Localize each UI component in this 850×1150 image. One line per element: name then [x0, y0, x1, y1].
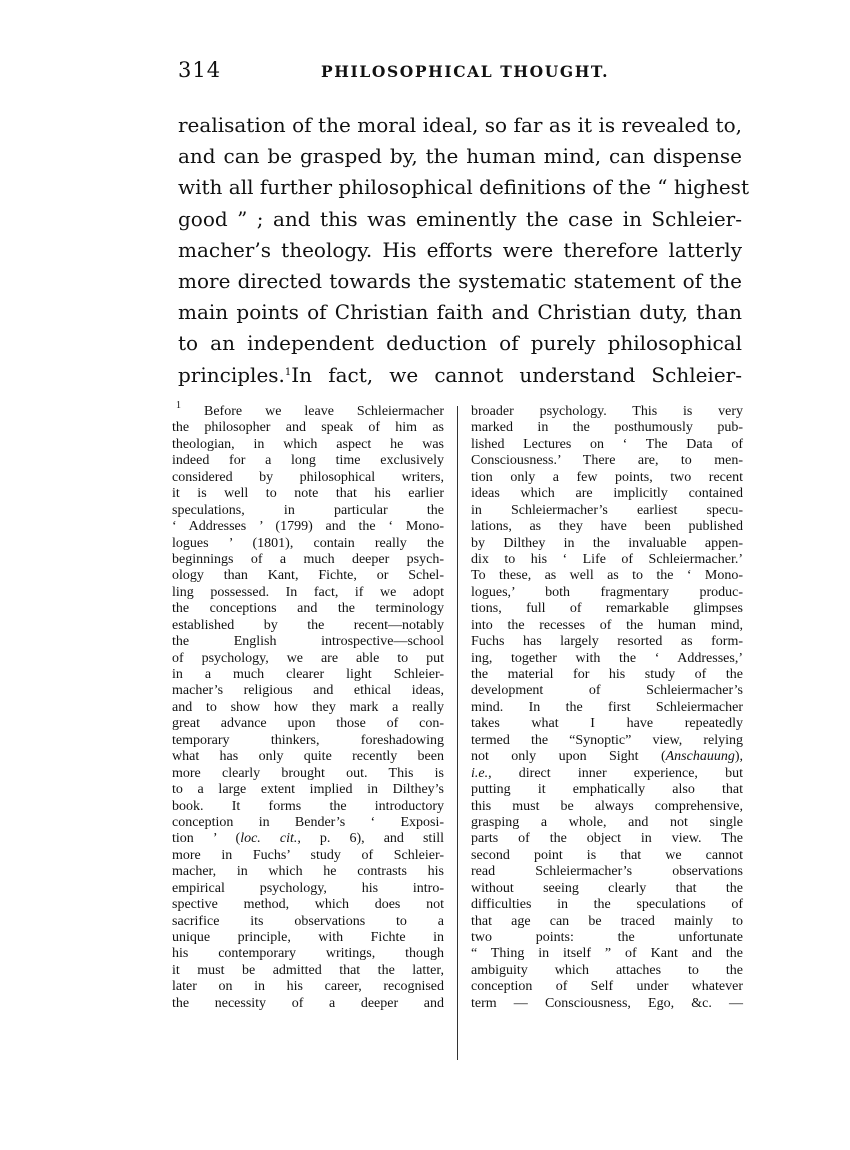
footnote-line: i.e., direct inner experience, but — [471, 765, 743, 781]
footnote-line: ideas which are implicitly contained — [471, 486, 743, 502]
footnote-line: marked in the posthumously pub- — [471, 420, 743, 436]
page-number: 314 — [178, 58, 222, 82]
footnote-line: ambiguity which attaches to the — [471, 962, 743, 978]
main-text-line: to an independent deduction of purely philosophical — [178, 331, 742, 356]
footnote-line: mind. In the first Schleiermacher — [471, 699, 743, 715]
footnote-line: beginnings of a much deeper psych- — [172, 551, 444, 567]
footnote-line: parts of the object in view. The — [471, 831, 743, 847]
footnote-line: the English introspective—school — [172, 634, 444, 650]
footnote-line: more in Fuchs’ study of Schleier- — [172, 847, 444, 863]
footnote-line: logues ’ (1801), contain really the — [172, 535, 444, 551]
footnote-line: that age can be traced mainly to — [471, 913, 743, 929]
footnote-line: temporary thinkers, foreshadowing — [172, 732, 444, 748]
running-header — [178, 58, 738, 92]
footnote-line: his contemporary writings, though — [172, 946, 444, 962]
footnote-line: without seeing clearly that the — [471, 880, 743, 896]
footnote-line: second point is that we cannot — [471, 847, 743, 863]
footnote-line: into the recesses of the human mind, — [471, 617, 743, 633]
footnote-line: of psychology, we are able to put — [172, 650, 444, 666]
footnote-text: Before we leave Schleiermacher — [204, 404, 444, 419]
footnote-line: tion only a few points, two recent — [471, 469, 743, 485]
footnote-line: tion ’ (loc. cit., p. 6), and still — [172, 831, 444, 847]
column-divider — [457, 406, 458, 1060]
footnote-line: development of Schleiermacher’s — [471, 683, 743, 699]
footnote-line: logues,’ both fragmentary produc- — [471, 584, 743, 600]
running-title: PHILOSOPHICAL THOUGHT. — [321, 62, 610, 81]
footnote-line: ing, together with the ‘ Addresses,’ — [471, 650, 743, 666]
main-text-line-with-footnote-ref — [178, 360, 742, 391]
footnote-line: speculations, in particular the — [172, 502, 444, 518]
footnote-line: to a large extent implied in Dilthey’s — [172, 782, 444, 798]
footnote-line: lished Lectures on ‘ The Data of — [471, 436, 743, 452]
footnote-line: To these, as well as to the ‘ Mono- — [471, 568, 743, 584]
footnote-line: in Schleiermacher’s earliest specu- — [471, 502, 743, 518]
footnote-line: it must be admitted that the latter, — [172, 962, 444, 978]
footnote-line: the conceptions and the terminology — [172, 601, 444, 617]
main-text-line: more directed towards the systematic statement of the — [178, 268, 742, 293]
footnote-line: conception in Bender’s ‘ Exposi- — [172, 814, 444, 830]
main-text-line: good ” ; and this was eminently the case in Schleier- — [178, 206, 742, 231]
footnote-line: in a much clearer light Schleier- — [172, 667, 444, 682]
footnote-line: the material for his study of the — [471, 667, 743, 682]
footnote-line: conception of Self under whatever — [471, 979, 743, 995]
footnote-line: later on in his career, recognised — [172, 979, 444, 995]
footnote-line: indeed for a long time exclusively — [172, 453, 444, 469]
main-text-body — [178, 110, 749, 391]
footnote-area — [172, 400, 746, 1064]
footnote-line: and to show how they mark a really — [172, 699, 444, 715]
footnote-right-column — [471, 404, 743, 1012]
main-text-fragment: In fact, we cannot understand Schleier- — [291, 362, 742, 387]
footnote-line: what has only quite recently been — [172, 749, 444, 765]
footnote-line: it is well to note that his earlier — [172, 486, 444, 502]
footnote-reference-marker: 1 — [284, 366, 292, 378]
footnote-line: tions, full of remarkable glimpses — [471, 601, 743, 617]
footnote-line: macher, in which he contrasts his — [172, 864, 444, 880]
main-text-line: macher’s theology. His efforts were therefore latterly — [178, 237, 742, 262]
footnote-line: two points: the unfortunate — [471, 930, 743, 945]
footnote-line: the philosopher and speak of him as — [172, 420, 444, 436]
footnote-line: “ Thing in itself ” of Kant and the — [471, 946, 743, 962]
footnote-marker: 1 — [176, 400, 181, 411]
footnote-line: term — Consciousness, Ego, &c. — — [471, 995, 743, 1011]
footnote-line: spective method, which does not — [172, 897, 444, 913]
footnote-line: unique principle, with Fichte in — [172, 930, 444, 945]
footnote-line: takes what I have repeatedly — [471, 716, 743, 732]
footnote-line: by Dilthey in the invaluable appen- — [471, 535, 743, 551]
footnote-line: macher’s religious and ethical ideas, — [172, 683, 444, 699]
main-text-line: and can be grasped by, the human mind, can dispense — [178, 144, 742, 169]
footnote-line: difficulties in the speculations of — [471, 897, 743, 913]
footnote-line: putting it emphatically also that — [471, 782, 743, 798]
main-text-fragment: principles. — [178, 362, 285, 387]
footnote-line: more clearly brought out. This is — [172, 765, 444, 781]
footnote-line: lations, as they have been published — [471, 519, 743, 535]
footnote-line — [172, 400, 444, 420]
footnote-line: termed the “Synoptic” view, relying — [471, 732, 743, 748]
footnote-line: Fuchs has largely resorted as form- — [471, 634, 743, 650]
footnote-left-column — [172, 400, 444, 1012]
footnote-line: theologian, in which aspect he was — [172, 436, 444, 452]
footnote-line: empirical psychology, his intro- — [172, 880, 444, 896]
footnote-line: the necessity of a deeper and — [172, 995, 444, 1011]
footnote-line: dix to his ‘ Life of Schleiermacher.’ — [471, 551, 743, 567]
main-text-line: realisation of the moral ideal, so far as it is revealed to, — [178, 113, 742, 137]
footnote-line: grasping a whole, and not single — [471, 814, 743, 830]
main-text-line: with all further philosophical definitions of the “ highest — [178, 175, 749, 200]
footnote-line: broader psychology. This is very — [471, 404, 743, 419]
footnote-line: Consciousness.’ There are, to men- — [471, 453, 743, 469]
footnote-line: ling possessed. In fact, if we adopt — [172, 584, 444, 600]
footnote-line: sacrifice its observations to a — [172, 913, 444, 929]
footnote-line: ology than Kant, Fichte, or Schel- — [172, 568, 444, 584]
footnote-line: read Schleiermacher’s observations — [471, 864, 743, 880]
footnote-line: book. It forms the introductory — [172, 798, 444, 814]
footnote-line: ‘ Addresses ’ (1799) and the ‘ Mono- — [172, 519, 444, 535]
footnote-line: this must be always comprehensive, — [471, 798, 743, 814]
footnote-line: considered by philosophical writers, — [172, 469, 444, 485]
main-text-line: main points of Christian faith and Christian duty, than — [178, 300, 742, 325]
footnote-line: established by the recent—notably — [172, 617, 444, 633]
footnote-line: great advance upon those of con- — [172, 716, 444, 732]
footnote-line: not only upon Sight (Anschauung), — [471, 749, 743, 765]
